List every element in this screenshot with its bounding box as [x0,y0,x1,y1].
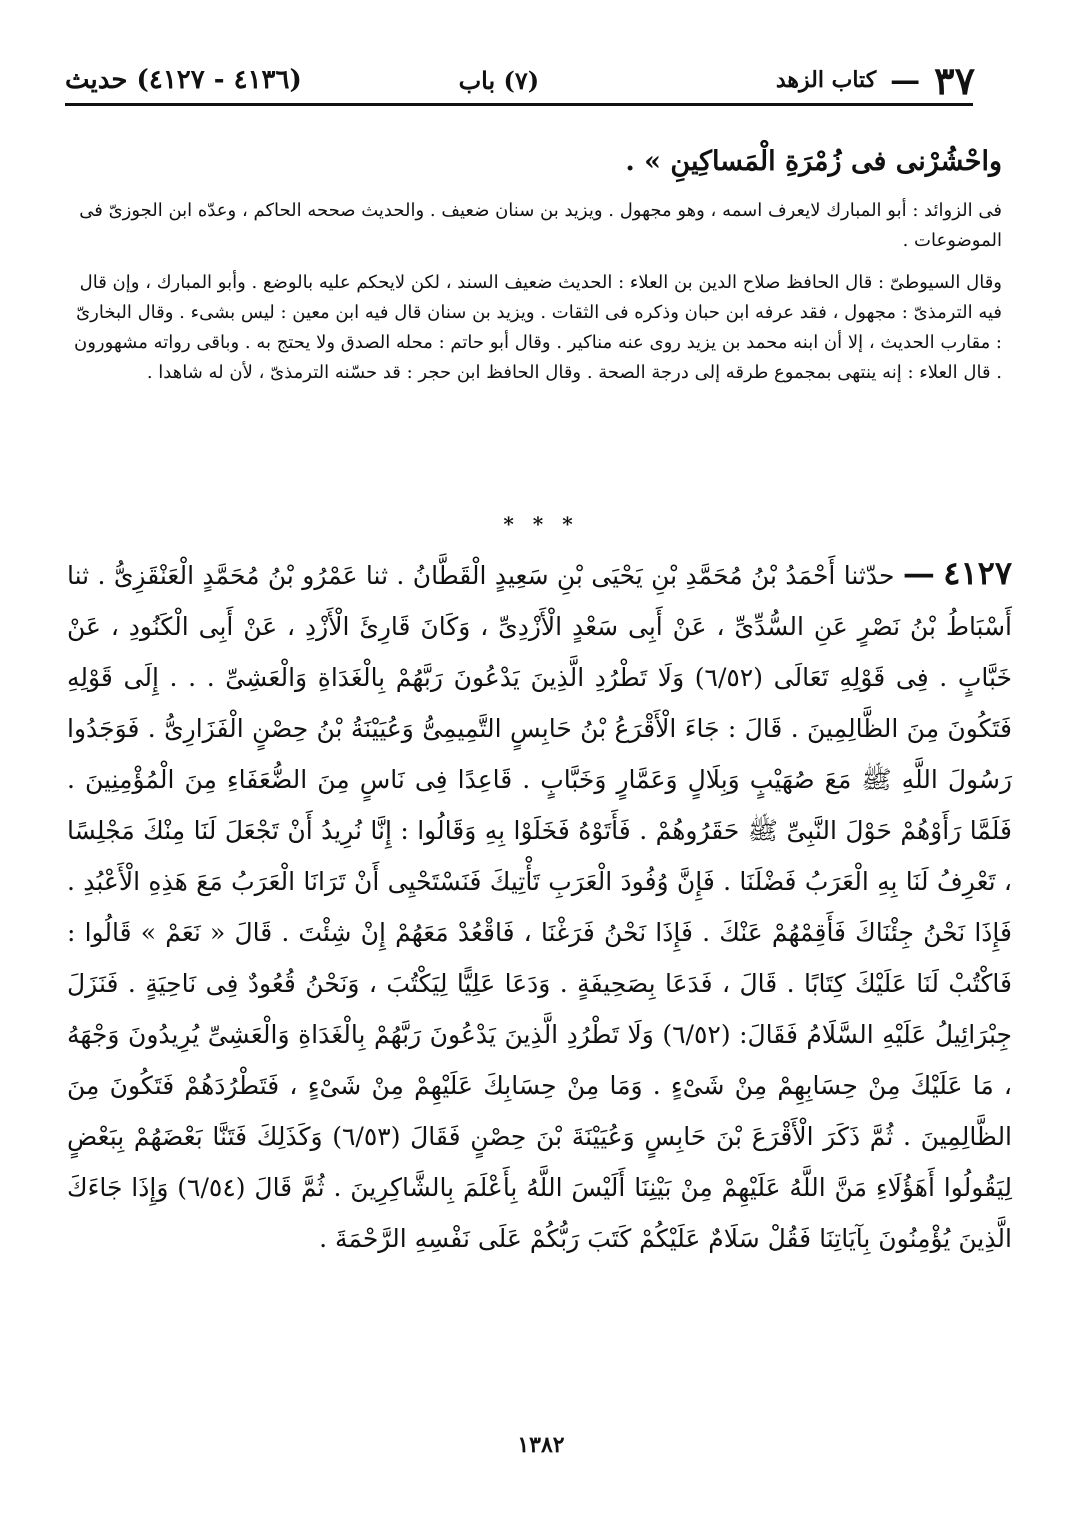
zawaid-note: فى الزوائد : أبو المبارك لايعرف اسمه ، وهو مجهول . ويزيد بن سنان ضعيف . والحديث صححه الحاكم ، وعدّه ابن الجوزىّ فى الموضوعات . [79,200,1002,251]
header-dash: — [890,62,921,98]
book-title: كتاب الزهد [775,67,877,93]
chapter-label: (٧) باب [458,65,540,95]
footer-page-number: ١٣٨٢ [517,1432,565,1458]
header-rule [65,103,973,106]
suyuti-note: وقال السيوطىّ : قال الحافظ صلاح الدين بن العلاء : الحديث ضعيف السند ، لكن لايحكم عليه بالوضع . وأبو المبارك ، وإن قال فيه الترمذىّ : مجهول ، فقد عرفه ابن حبان وذكره فى الثقات . ويزيد بن سنان قال فيه ابن معين : ليس بشىء . وقال البخارىّ : مقارب الحديث ، إلا أن ابنه محمد بن يزيد روى عنه مناكير . وقال أبو حاتم : محله الصدق ولا يحتج به . وباقى رواته مشهورون . قال العلاء : إنه ينتهى بمجموع طرقه إلى درجة الصحة . وقال الحافظ ابن حجر : قد حسّنه الترمذىّ ، لأن له شاهدا . [73,272,1002,383]
hadith-range: (٤١٣٦ - ٤١٢٧) حديث [65,65,302,95]
previous-hadith-ending: واحْشُرْنى فى زُمْرَةِ الْمَساكِينِ » . [625,146,1002,177]
hadith-number-dash: — [902,554,935,592]
hadith-body [67,548,1012,1264]
header-page-number: ٣٧ [934,57,975,103]
running-header [65,58,975,102]
section-separator: * * * [503,512,579,536]
hadith-number: ٤١٢٧ [943,554,1012,592]
hadith-text: حدّثنا أَحْمَدُ بْنُ مُحَمَّدِ بْنِ يَحْيَى بْنِ سَعِيدٍ الْقَطَّانُ . ثنا عَمْرُو بْنُ مُحَمَّدٍ الْعَنْقَزِىُّ . ثنا أَسْبَاطُ بْنُ نَصْرٍ عَنِ السُّدِّىِّ ، عَنْ أَبِى سَعْدٍ الْأَزْدِىِّ ، وَكَانَ قَارِئَ الْأَزْدِ ، عَنْ أَبِى الْكَنُودِ ، عَنْ خَبَّابٍ . فِى قَوْلِهِ تَعَالَى (٦/٥٢) وَلَا تَطْرُدِ الَّذِينَ يَدْعُونَ رَبَّهُمْ بِالْغَدَاةِ وَالْعَشِىِّ . . . إِلَى قَوْلِهِ فَتَكُونَ مِنَ الظَّالِمِينَ . قَالَ : جَاءَ الْأَقْرَعُ بْنُ حَابِسٍ التَّمِيمِىُّ وَعُيَيْنَةُ بْنُ حِصْنٍ الْفَزَارِىُّ . فَوَجَدُوا رَسُولَ اللَّهِ ﷺ مَعَ صُهَيْبٍ وَبِلَالٍ وَعَمَّارٍ وَخَبَّابٍ . قَاعِدًا فِى نَاسٍ مِنَ الضُّعَفَاءِ مِنَ الْمُؤْمِنِينَ . فَلَمَّا رَأَوْهُمْ حَوْلَ النَّبِىِّ ﷺ حَقَرُوهُمْ . فَأَتَوْهُ فَخَلَوْا بِهِ وَقَالُوا : إِنَّا نُرِيدُ أَنْ تَجْعَلَ لَنَا مِنْكَ مَجْلِسًا ، تَعْرِفُ لَنَا بِهِ الْعَرَبُ فَضْلَنَا . فَإِنَّ وُفُودَ الْعَرَبِ تَأْتِيكَ فَنَسْتَحْيِى أَنْ تَرَانَا الْعَرَبُ مَعَ هَذِهِ الْأَعْبُدِ . فَإِذَا نَحْنُ جِئْنَاكَ فَأَقِمْهُمْ عَنْكَ . فَإِذَا نَحْنُ فَرَغْنَا ، فَاقْعُدْ مَعَهُمْ إِنْ شِئْتَ . قَالَ « نَعَمْ » قَالُوا : فَاكْتُبْ لَنَا عَلَيْكَ كِتَابًا . قَالَ ، فَدَعَا بِصَحِيفَةٍ . وَدَعَا عَلِيًّا لِيَكْتُبَ ، وَنَحْنُ قُعُودٌ فِى نَاحِيَةٍ . فَنَزَلَ جِبْرَائِيلُ عَلَيْهِ السَّلَامُ فَقَالَ: (٦/٥٢) وَلَا تَطْرُدِ الَّذِينَ يَدْعُونَ رَبَّهُمْ بِالْغَدَاةِ وَالْعَشِىِّ يُرِيدُونَ وَجْهَهُ ، مَا عَلَيْكَ مِنْ حِسَابِهِمْ مِنْ شَىْءٍ . وَمَا مِنْ حِسَابِكَ عَلَيْهِمْ مِنْ شَىْءٍ ، فَتَطْرُدَهُمْ فَتَكُونَ مِنَ الظَّالِمِينَ . ثُمَّ ذَكَرَ الْأَقْرَعَ بْنَ حَابِسٍ وَعُيَيْنَةَ بْنَ حِصْنٍ فَقَالَ (٦/٥٣) وَكَذَلِكَ فَتَنَّا بَعْضَهُمْ بِبَعْضٍ لِيَقُولُوا أَهَؤُلَاءِ مَنَّ اللَّهُ عَلَيْهِمْ مِنْ بَيْنِنَا أَلَيْسَ اللَّهُ بِأَعْلَمَ بِالشَّاكِرِينَ . ثُمَّ قَالَ (٦/٥٤) وَإِذَا جَاءَكَ الَّذِينَ يُؤْمِنُونَ بِآيَاتِنَا فَقُلْ سَلَامٌ عَلَيْكُمْ كَتَبَ رَبُّكُمْ عَلَى نَفْسِهِ الرَّحْمَةَ . [67,561,1013,1253]
header-right-group [776,58,975,103]
commentary-notes [72,196,1002,388]
